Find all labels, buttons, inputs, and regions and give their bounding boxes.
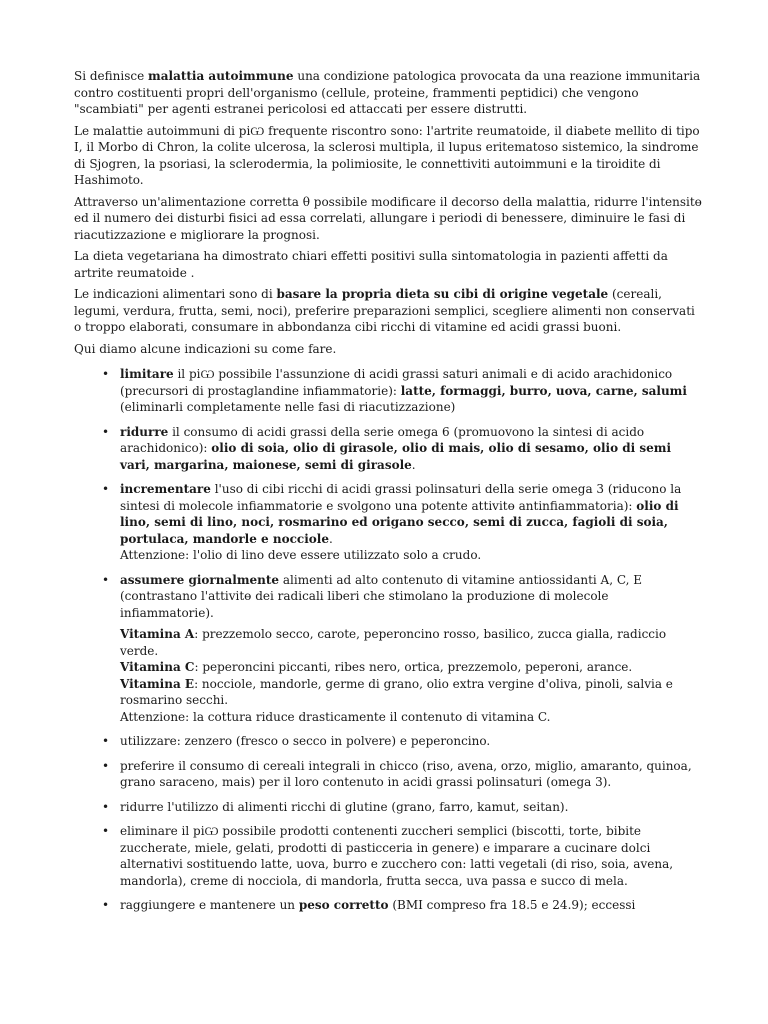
term-malattia-autoimmune: malattia autoimmune — [148, 69, 294, 83]
paragraph-common-diseases: Le malattie autoimmuni di piѠ frequente riscontro sono: l'artrite reumatoide, il diabete mellito di tipo I, il Morbo di Chron, la colite ulcerosa, la sclerosi multipla, il lupus eritematoso sistemico, la sindrome di Sjogren, la psoriasi, la sclerodermia, la polimiosite, le connettiviti autoimmuni e la tiroidite di Hashimoto. — [74, 123, 700, 187]
emphasis-vegetable-diet: basare la propria dieta su cibi di origine vegetale — [276, 287, 609, 301]
list-item-incrementare: • incrementare l'uso di cibi ricchi di acidi grassi polinsaturi della serie omega 3 (riducono la sintesi di molecole infiammatorie e svolgono una potente attivitө antinfiammatoria): olio di lino, semi di lino, noci, rosmarino ed origano secco, semi di zucca, fagioli di soia, portulaca, mandorle e nocciole. Attenzione: l'olio di lino deve essere utilizzato solo a crudo. — [102, 482, 682, 562]
list-item-zenzero: • utilizzare: zenzero (fresco o secco in polvere) e peperoncino. — [102, 734, 491, 748]
bullet-icon: • — [102, 482, 110, 496]
list-item-cereali: • preferire il consumo di cereali integrali in chicco (riso, avena, orzo, miglio, amaranto, quinoa, grano saraceno, mais) per il loro contenuto in acidi grassi polinsaturi (omega 3). — [102, 758, 692, 789]
list-item-ridurre: • ridurre il consumo di acidi grassi della serie omega 6 (promuovono la sintesi di acido arachidonico): olio di soia, olio di girasole, olio di mais, olio di sesamo, olio di semi vari, margarina, maionese, semi di girasole. — [102, 424, 672, 472]
bullet-icon: • — [102, 758, 110, 773]
vitamin-c-label: Vitamina C — [120, 660, 195, 674]
paragraph-nutrition: Attraverso un'alimentazione corretta θ possibile modificare il decorso della malattia, ridurre l'intensitө ed il numero dei disturbi fisici ad essa correlati, allungare i periodi di benessere, diminuire le fasi di riacutizzazione e migliorare la prognosi. — [74, 194, 702, 242]
vitamins-block: Vitamina A: prezzemolo secco, carote, peperoncino rosso, basilico, zucca gialla, radiccio verde. Vitamina C: peperoncini piccanti, ribes nero, ortica, prezzemolo, peperoni, arance. Vitamina E: nocciole, mandorle, germe di grano, olio extra vergine d'oliva, pinoli, salvia e rosmarino secchi. Attenzione: la cottura riduce drasticamente il contenuto di vitamina C. — [120, 627, 673, 724]
bullet-icon: • — [102, 799, 110, 814]
bullet-icon: • — [102, 898, 110, 912]
bullet-icon: • — [102, 424, 110, 439]
vitamin-e-label: Vitamina E — [120, 676, 195, 691]
list-item-limitare: • limitare il piѠ possibile l'assunzione di acidi grassi saturi animali e di acido arachidonico (precursori di prostaglandine infiammatorie): latte, formaggi, burro, uova, carne, salumi (eliminarli completamente nelle fasi di riacutizzazione) — [102, 367, 687, 414]
bullet-icon: • — [102, 734, 110, 748]
document-page — [74, 68, 704, 922]
paragraph-definition: Si definisce malattia autoimmune una condizione patologica provocata da una reazione immunitaria contro costituenti propri dell'organismo (cellule, proteine, frammenti peptidici) che vengono "scambiati" per agenti estranei pericolosi ed attaccati per essere distrutti. — [74, 69, 701, 116]
bullet-icon: • — [102, 572, 110, 587]
paragraph-intro-list: Qui diamo alcune indicazioni su come fare. — [74, 341, 337, 356]
recommendations-list — [74, 366, 704, 914]
bullet-icon: • — [102, 367, 110, 381]
list-item-glutine: • ridurre l'utilizzo di alimenti ricchi di glutine (grano, farro, kamut, seitan). — [102, 799, 569, 814]
vitamin-a-label: Vitamina A — [120, 627, 195, 641]
paragraph-vegetarian-diet: La dieta vegetariana ha dimostrato chiari effetti positivi sulla sintomatologia in pazienti affetti da artrite reumatoide . — [74, 249, 668, 280]
list-item-zuccheri: • eliminare il piѠ possibile prodotti contenenti zuccheri semplici (biscotti, torte, bibite zuccherate, miele, gelati, prodotti di pasticceria in genere) e imparare a cucinare dolci alternativi sostituendo latte, uova, burro e zucchero con: latti vegetali (di riso, soia, avena, mandorla), creme di nocciola, di mandorla, frutta secca, uva passa e succo di mela. — [102, 824, 674, 888]
bullet-icon: • — [102, 824, 110, 838]
note-vitamin-c: Attenzione: la cottura riduce drasticamente il contenuto di vitamina C. — [120, 709, 551, 724]
paragraph-indications: Le indicazioni alimentari sono di basare la propria dieta su cibi di origine vegetale (cereali, legumi, verdura, frutta, semi, noci), preferire preparazioni semplici, scegliere alimenti non conservati o troppo elaborati, consumare in abbondanza cibi ricchi di vitamine ed acidi grassi buoni. — [74, 287, 695, 334]
list-item-assumere-giornalmente: • assumere giornalmente alimenti ad alto contenuto di vitamine antiossidanti A, C, E (contrastano l'attivitө dei radicali liberi che stimolano la produzione di molecole infiammatorie). Vitamina A: prezzemolo secco, carote, peperoncino rosso, basilico, zucca gialla, radiccio verde. Vitamina C: peperoncini piccanti, ribes nero, ortica, prezzemolo, peperoni, arance. Vitamina E: nocciole, mandorle, germe di grano, olio extra vergine d'oliva, pinoli, salvia e rosmarino secchi. Attenzione: la cottura riduce drasticamente il contenuto di vitamina C. — [74, 572, 704, 726]
note-olio-di-lino: Attenzione: l'olio di lino deve essere utilizzato solo a crudo. — [120, 548, 482, 562]
list-item-peso-corretto: • raggiungere e mantenere un peso corretto (BMI compreso fra 18.5 e 24.9); eccessi — [102, 898, 636, 912]
